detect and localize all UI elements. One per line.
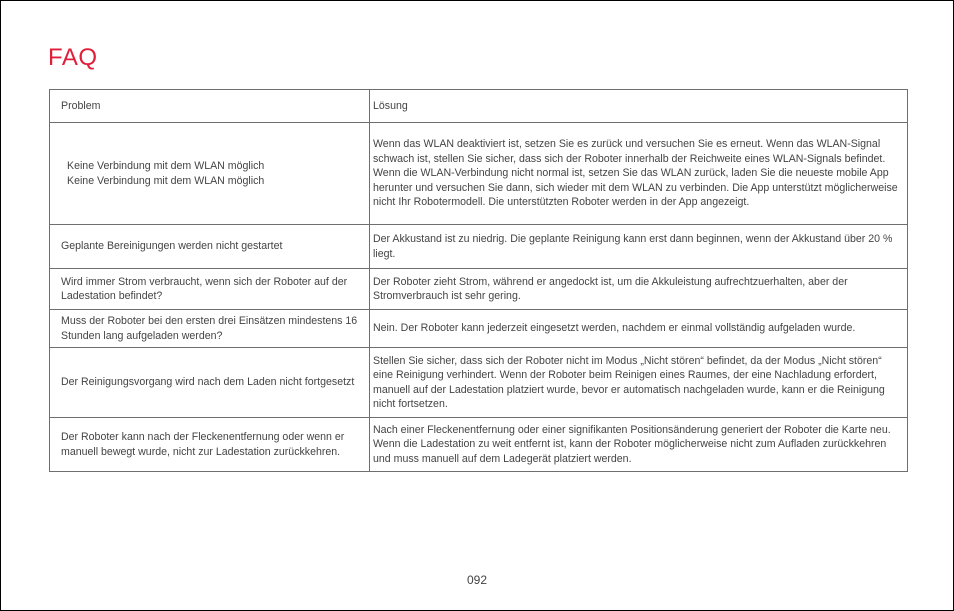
problem-cell xyxy=(50,123,370,225)
faq-table xyxy=(49,89,908,472)
table-header-row xyxy=(50,90,908,123)
header-solution: Lösung xyxy=(370,90,908,123)
solution-cell: Stellen Sie sicher, dass sich der Roboter nicht im Modus „Nicht stören“ befindet, da der Modus „Nicht stören“ eine Reinigung verhindert. Wenn der Roboter beim Reinigen eines Raumes, der eine Nachladung erfordert, manuell auf der Ladestation platziert wurde, bevor er automatisch nachgeladen wurde, kann er die Reinigung nicht fortsetzen. xyxy=(370,348,908,418)
table-row xyxy=(50,123,908,225)
problem-cell: Der Reinigungsvorgang wird nach dem Laden nicht fortgesetzt xyxy=(50,348,370,418)
solution-cell: Der Akkustand ist zu niedrig. Die geplante Reinigung kann erst dann beginnen, wenn der Akkustand über 20 % liegt. xyxy=(370,225,908,269)
table-row xyxy=(50,348,908,418)
problem-cell: Muss der Roboter bei den ersten drei Einsätzen mindestens 16 Stunden lang aufgeladen werden? xyxy=(50,310,370,348)
table-row xyxy=(50,225,908,269)
header-problem: Problem xyxy=(50,90,370,123)
solution-cell: Nach einer Fleckenentfernung oder einer signifikanten Positionsänderung generiert der Roboter die Karte neu. Wenn die Ladestation zu weit entfernt ist, kann der Roboter möglicherweise nicht zum Aufladen zurückkehren und muss manuell auf dem Ladegerät platziert werden. xyxy=(370,418,908,472)
solution-cell: Der Roboter zieht Strom, während er angedockt ist, um die Akkuleistung aufrechtzuerhalten, aber der Stromverbrauch ist sehr gering. xyxy=(370,269,908,310)
problem-line: Keine Verbindung mit dem WLAN möglich xyxy=(67,160,265,172)
table-row xyxy=(50,310,908,348)
solution-cell: Wenn das WLAN deaktiviert ist, setzen Sie es zurück und versuchen Sie es erneut. Wenn das WLAN-Signal schwach ist, stellen Sie sicher, dass sich der Roboter innerhalb der Reichweite eines WLAN-Signals befindet. Wenn die WLAN-Verbindung nicht normal ist, setzen Sie das WLAN zurück, laden Sie die neueste mobile App herunter und versuchen Sie dann, sich wieder mit dem WLAN zu verbinden. Die App unterstützt möglicherweise nicht Ihr Robotermodell. Die unterstützten Roboter werden in der App angezeigt. xyxy=(370,123,908,225)
problem-line: Keine Verbindung mit dem WLAN möglich xyxy=(67,174,265,187)
page-title: FAQ xyxy=(48,44,98,71)
solution-cell: Nein. Der Roboter kann jederzeit eingesetzt werden, nachdem er einmal vollständig aufgeladen wurde. xyxy=(370,310,908,348)
problem-cell: Der Roboter kann nach der Fleckenentfernung oder wenn er manuell bewegt wurde, nicht zur Ladestation zurückkehren. xyxy=(50,418,370,472)
table-row xyxy=(50,269,908,310)
problem-cell: Wird immer Strom verbraucht, wenn sich der Roboter auf der Ladestation befindet? xyxy=(50,269,370,310)
table-row xyxy=(50,418,908,472)
problem-cell: Geplante Bereinigungen werden nicht gestartet xyxy=(50,225,370,269)
page-number: 092 xyxy=(466,573,488,587)
